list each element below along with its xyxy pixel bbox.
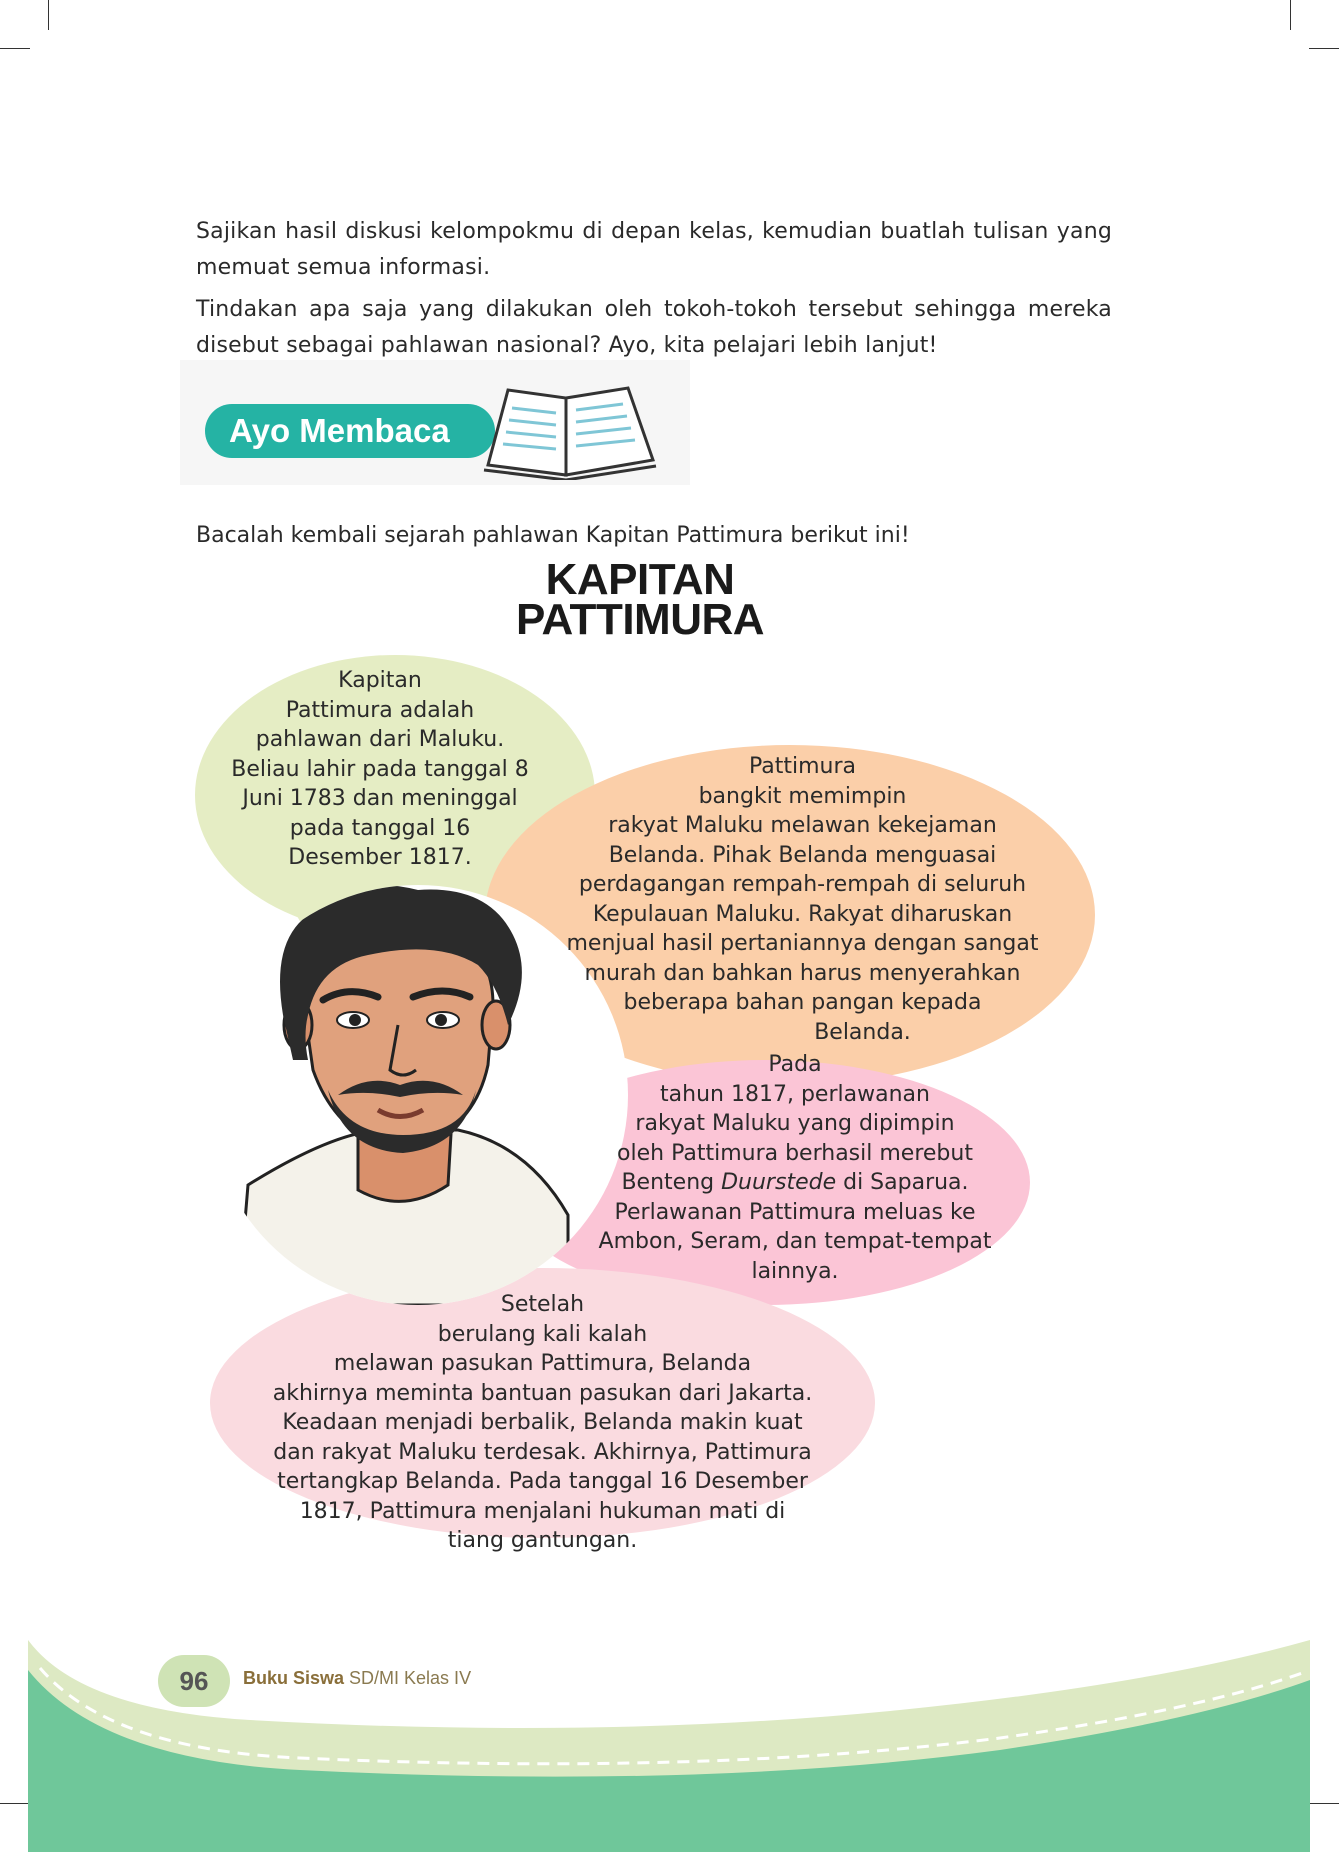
text-line: tahun 1817, perlawanan xyxy=(660,1081,930,1107)
text-line: Kepulauan Maluku. Rakyat diharuskan xyxy=(592,901,1013,927)
text-line: Belanda. xyxy=(814,1019,911,1045)
text-line: Keadaan menjadi berbalik, Belanda makin kuat xyxy=(282,1410,803,1435)
text-line: 1817, Pattimura menjalani hukuman mati di xyxy=(299,1498,786,1524)
text-line: rakyat Maluku yang dipimpin xyxy=(635,1111,955,1136)
text-line: pahlawan dari Maluku. xyxy=(255,727,505,752)
crop-mark xyxy=(1309,48,1339,49)
intro-paragraph-2: Tindakan apa saja yang dilakukan oleh tokoh-tokoh tersebut sehingga mereka disebut sebagai pahlawan nasional? Ayo, kita pelajari lebih lanjut! xyxy=(196,297,1112,358)
page-title xyxy=(440,555,840,644)
text-line: Ambon, Seram, dan tempat-tempat xyxy=(598,1229,992,1254)
text-line: Juni 1783 dan meninggal xyxy=(242,786,518,811)
intro-paragraph-1: Sajikan hasil diskusi kelompokmu di depan kelas, kemudian buatlah tulisan yang memuat semua informasi. xyxy=(196,219,1112,280)
text-line: tiang gantungan. xyxy=(447,1528,638,1553)
text-line: pada tanggal 16 xyxy=(289,815,471,841)
book-level: SD/MI Kelas IV xyxy=(344,1668,472,1688)
section-label: Ayo Membaca xyxy=(205,404,495,458)
text-line: Beliau lahir pada tanggal 8 xyxy=(231,756,529,782)
fort-prefix: Benteng xyxy=(621,1170,722,1195)
text-line: beberapa bahan pangan kepada xyxy=(623,990,982,1015)
crop-mark xyxy=(48,0,49,30)
fort-name: Duurstede xyxy=(721,1170,837,1195)
bubble-text-duurstede xyxy=(570,1050,1020,1286)
text-line: tertangkap Belanda. Pada tanggal 16 Desember xyxy=(277,1469,808,1494)
text-line: Pattimura xyxy=(748,754,857,779)
reading-instruction: Bacalah kembali sejarah pahlawan Kapitan Pattimura berikut ini! xyxy=(196,523,910,548)
text-line: Belanda. Pihak Belanda menguasai xyxy=(608,842,997,868)
text-line: Desember 1817. xyxy=(288,845,472,870)
text-line: perdagangan rempah-rempah di seluruh xyxy=(578,872,1027,897)
bubble-text-birth xyxy=(225,666,535,873)
text-line: Pattimura adalah xyxy=(285,697,475,723)
fort-suffix: di Saparua. xyxy=(836,1170,969,1195)
footer-wave xyxy=(0,1600,1339,1852)
text-line: berulang kali kalah xyxy=(437,1321,648,1347)
text-line: Perlawanan Pattimura meluas ke xyxy=(614,1199,976,1225)
text-line: akhirnya meminta bantuan pasukan dari Jakarta. xyxy=(272,1380,813,1406)
text-line: menjual hasil pertaniannya dengan sangat xyxy=(566,931,1039,956)
text-line: lainnya. xyxy=(751,1258,839,1284)
text-line: Setelah xyxy=(500,1292,585,1317)
text-line: Kapitan xyxy=(338,668,422,693)
title-line-2: PATTIMURA xyxy=(515,595,765,644)
title-line-1: KAPITAN xyxy=(545,555,735,604)
text-line: rakyat Maluku melawan kekejaman xyxy=(608,813,997,838)
crop-mark xyxy=(0,48,30,49)
book-label xyxy=(243,1668,471,1689)
book-title: Buku Siswa xyxy=(243,1668,345,1688)
open-book-icon xyxy=(478,380,658,480)
text-line: bangkit memimpin xyxy=(698,783,907,809)
text-line xyxy=(570,1168,1020,1198)
bubble-text-resistance xyxy=(550,752,1055,1047)
text-line: Pada xyxy=(768,1052,822,1077)
text-line: oleh Pattimura berhasil merebut xyxy=(617,1140,973,1166)
text-line: melawan pasukan Pattimura, Belanda xyxy=(333,1351,752,1376)
text-line: dan rakyat Maluku terdesak. Akhirnya, Pattimura xyxy=(273,1439,812,1465)
bubble-text-capture xyxy=(245,1290,840,1556)
page-number: 96 xyxy=(158,1655,230,1707)
crop-mark xyxy=(1290,0,1291,30)
text-line: murah dan bahkan harus menyerahkan xyxy=(584,960,1021,986)
